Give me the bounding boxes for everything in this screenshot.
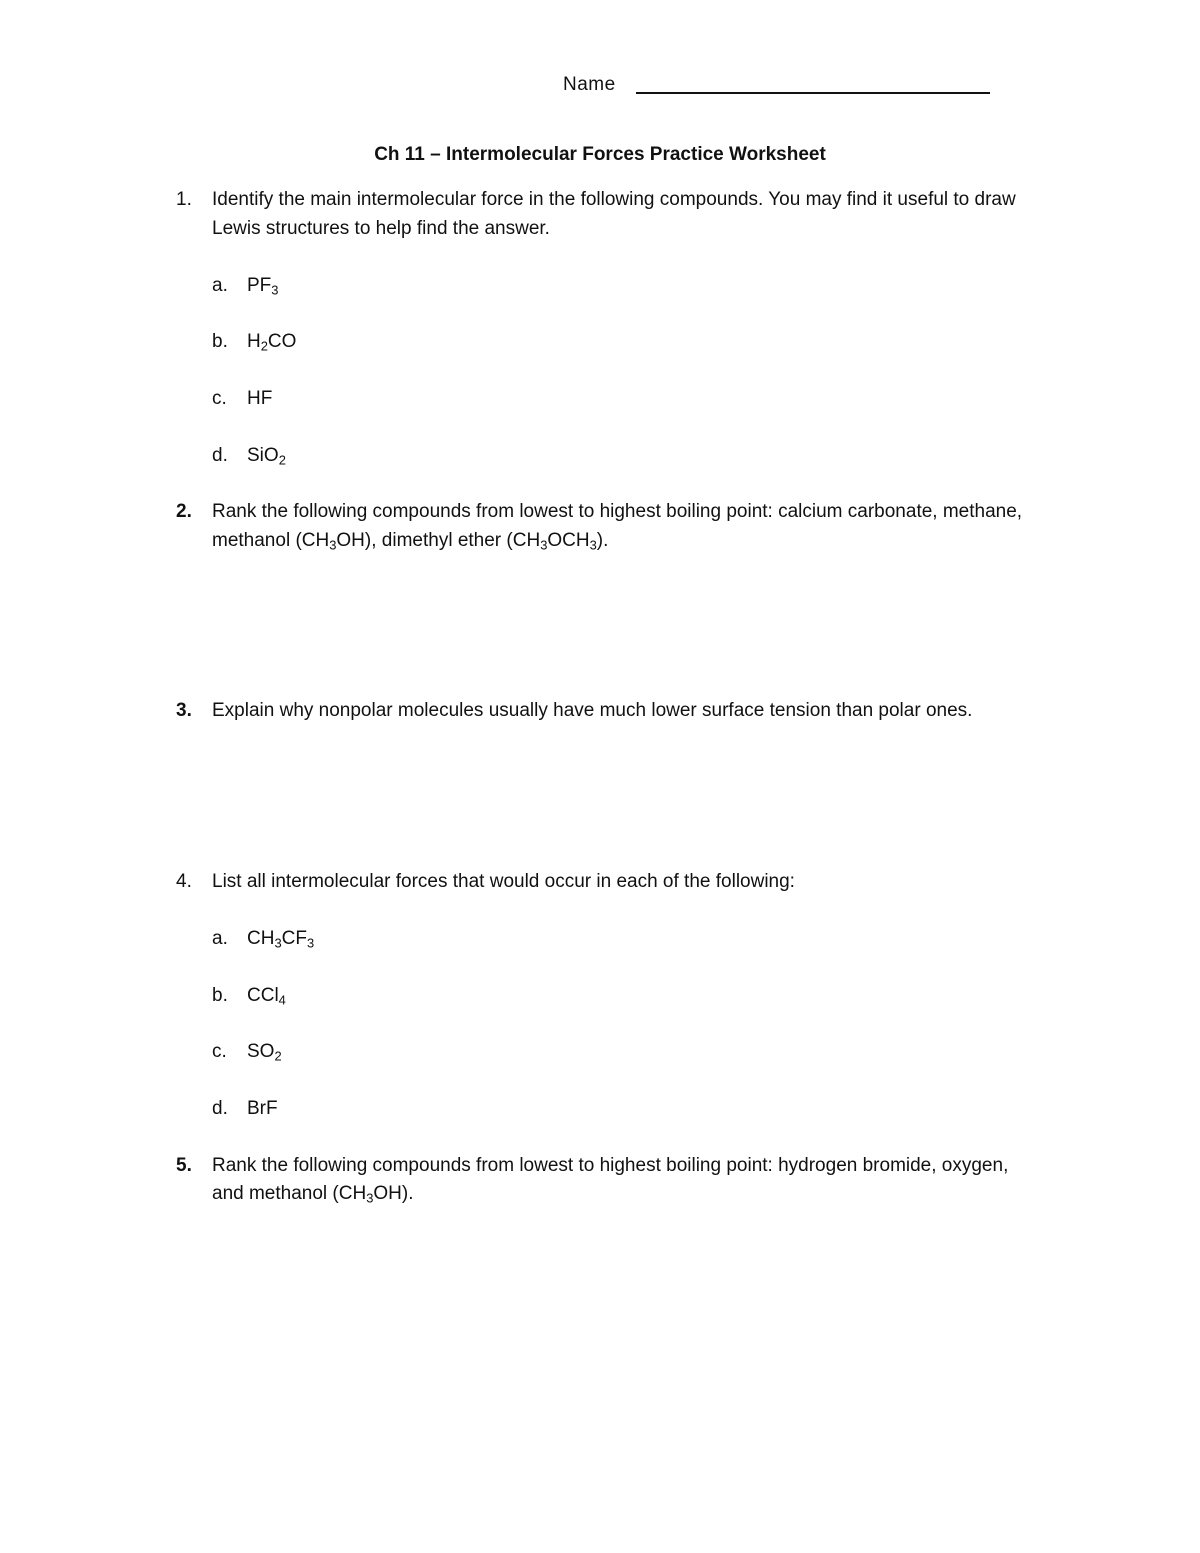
q1-item-d-formula: SiO$_2$ [247,445,286,468]
q4-item-b-formula: CCl$_4$ [247,985,286,1008]
question-2-text-cont: methanol $(CH_3OH)$, dimethyl ether $(CH_3OCH_3)$. [212,530,609,553]
question-4-number: 4. [176,871,192,892]
question-5-text-cont: and methanol $(CH_3OH)$. [212,1183,414,1206]
question-5-text: Rank the following compounds from lowest to highest boiling point: hydrogen bromide, oxygen, [212,1155,1009,1176]
page-title: Ch 11 – Intermolecular Forces Practice Worksheet [374,144,826,165]
q4-item-d-label: d. [212,1098,228,1119]
q1-item-a-label: a. [212,275,228,296]
q4-item-c-label: c. [212,1041,227,1062]
q4-item-a-label: a. [212,928,228,949]
q1-item-d-label: d. [212,445,228,466]
question-3-text: Explain why nonpolar molecules usually have much lower surface tension than polar ones. [212,700,973,721]
question-4-text: List all intermolecular forces that would occur in each of the following: [212,871,795,892]
q1-item-c-label: c. [212,388,227,409]
question-1-number: 1. [176,189,192,210]
q1-item-b-formula: $H_2CO$ [247,331,297,354]
q1-item-c-formula: HF [247,388,273,409]
q1-item-b-label: b. [212,331,228,352]
q4-item-b-label: b. [212,985,228,1006]
name-label: Name [563,74,616,95]
question-2-text: Rank the following compounds from lowest to highest boiling point: calcium carbonate, methane, [212,501,1023,522]
q4-item-d-formula: BrF [247,1098,278,1119]
q4-item-a-formula: $CH_3CF_3$ [247,928,315,951]
name-field-line[interactable] [636,92,990,94]
question-1-text: Identify the main intermolecular force in the following compounds. You may find it useful to draw [212,189,1016,210]
question-3-number: 3. [176,700,192,721]
question-5-number: 5. [176,1155,192,1176]
q1-item-a-formula: $PF_3$ [247,275,279,298]
q4-item-c-formula: $SO_2$ [247,1041,282,1064]
question-1-text-cont: Lewis structures to help find the answer. [212,218,550,239]
question-2-number: 2. [176,501,192,522]
